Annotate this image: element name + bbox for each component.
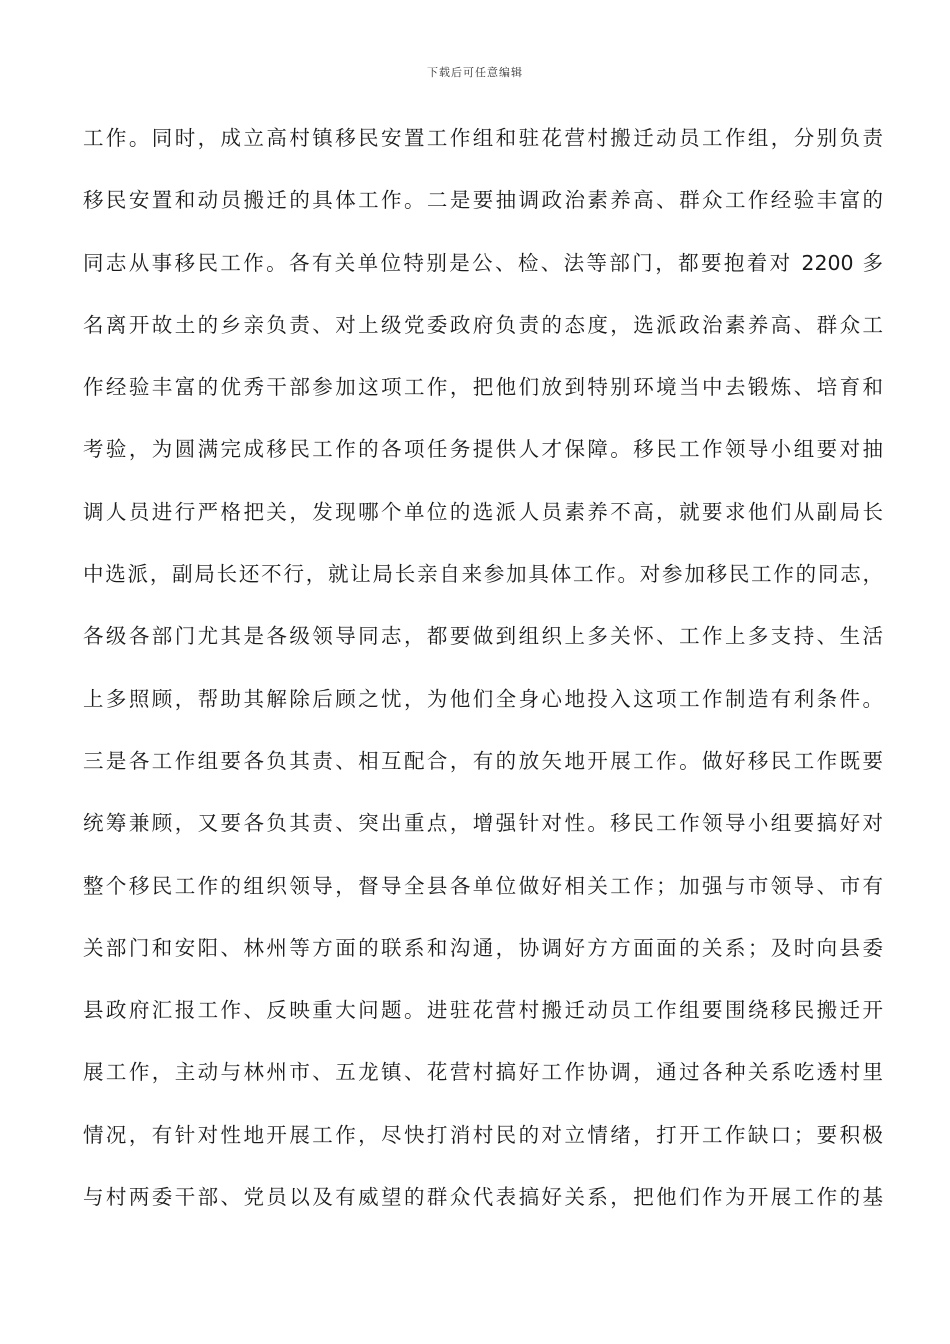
body-line: 整个移民工作的组织领导，督导全县各单位做好相关工作；加强与市领导、市有 xyxy=(83,873,883,898)
body-line: 移民安置和动员搬迁的具体工作。二是要抽调政治素养高、群众工作经验丰富的 xyxy=(83,188,883,213)
body-line: 同志从事移民工作。各有关单位特别是公、检、法等部门，都要抱着对 2200 多 xyxy=(83,250,883,275)
body-line: 统筹兼顾，又要各负其责、突出重点，增强针对性。移民工作领导小组要搞好对 xyxy=(83,811,883,836)
body-line: 县政府汇报工作、反映重大问题。进驻花营村搬迁动员工作组要围绕移民搬迁开 xyxy=(83,998,883,1023)
body-line: 情况，有针对性地开展工作，尽快打消村民的对立情绪，打开工作缺口；要积极 xyxy=(83,1122,883,1147)
body-line: 各级各部门尤其是各级领导同志，都要做到组织上多关怀、工作上多支持、生活 xyxy=(83,624,883,649)
body-line: 展工作，主动与林州市、五龙镇、花营村搞好工作协调，通过各种关系吃透村里 xyxy=(83,1060,883,1085)
body-line: 上多照顾，帮助其解除后顾之忧，为他们全身心地投入这项工作制造有利条件。 xyxy=(83,686,883,711)
body-line: 关部门和安阳、林州等方面的联系和沟通，协调好方方面面的关系；及时向县委 xyxy=(83,935,883,960)
document-body xyxy=(83,112,883,1233)
body-line: 考验，为圆满完成移民工作的各项任务提供人才保障。移民工作领导小组要对抽 xyxy=(83,437,883,462)
body-line: 三是各工作组要各负其责、相互配合，有的放矢地开展工作。做好移民工作既要 xyxy=(83,748,883,773)
page-header: 下载后可任意编辑 xyxy=(427,66,523,79)
body-line: 作经验丰富的优秀干部参加这项工作，把他们放到特别环境当中去锻炼、培育和 xyxy=(83,375,883,400)
body-line: 与村两委干部、党员以及有威望的群众代表搞好关系，把他们作为开展工作的基 xyxy=(83,1185,883,1210)
body-line: 名离开故土的乡亲负责、对上级党委政府负责的态度，选派政治素养高、群众工 xyxy=(83,312,883,337)
body-line: 工作。同时，成立高村镇移民安置工作组和驻花营村搬迁动员工作组，分别负责 xyxy=(83,126,883,150)
body-line: 调人员进行严格把关，发现哪个单位的选派人员素养不高，就要求他们从副局长 xyxy=(83,499,883,524)
body-line: 中选派，副局长还不行，就让局长亲自来参加具体工作。对参加移民工作的同志， xyxy=(83,562,883,587)
